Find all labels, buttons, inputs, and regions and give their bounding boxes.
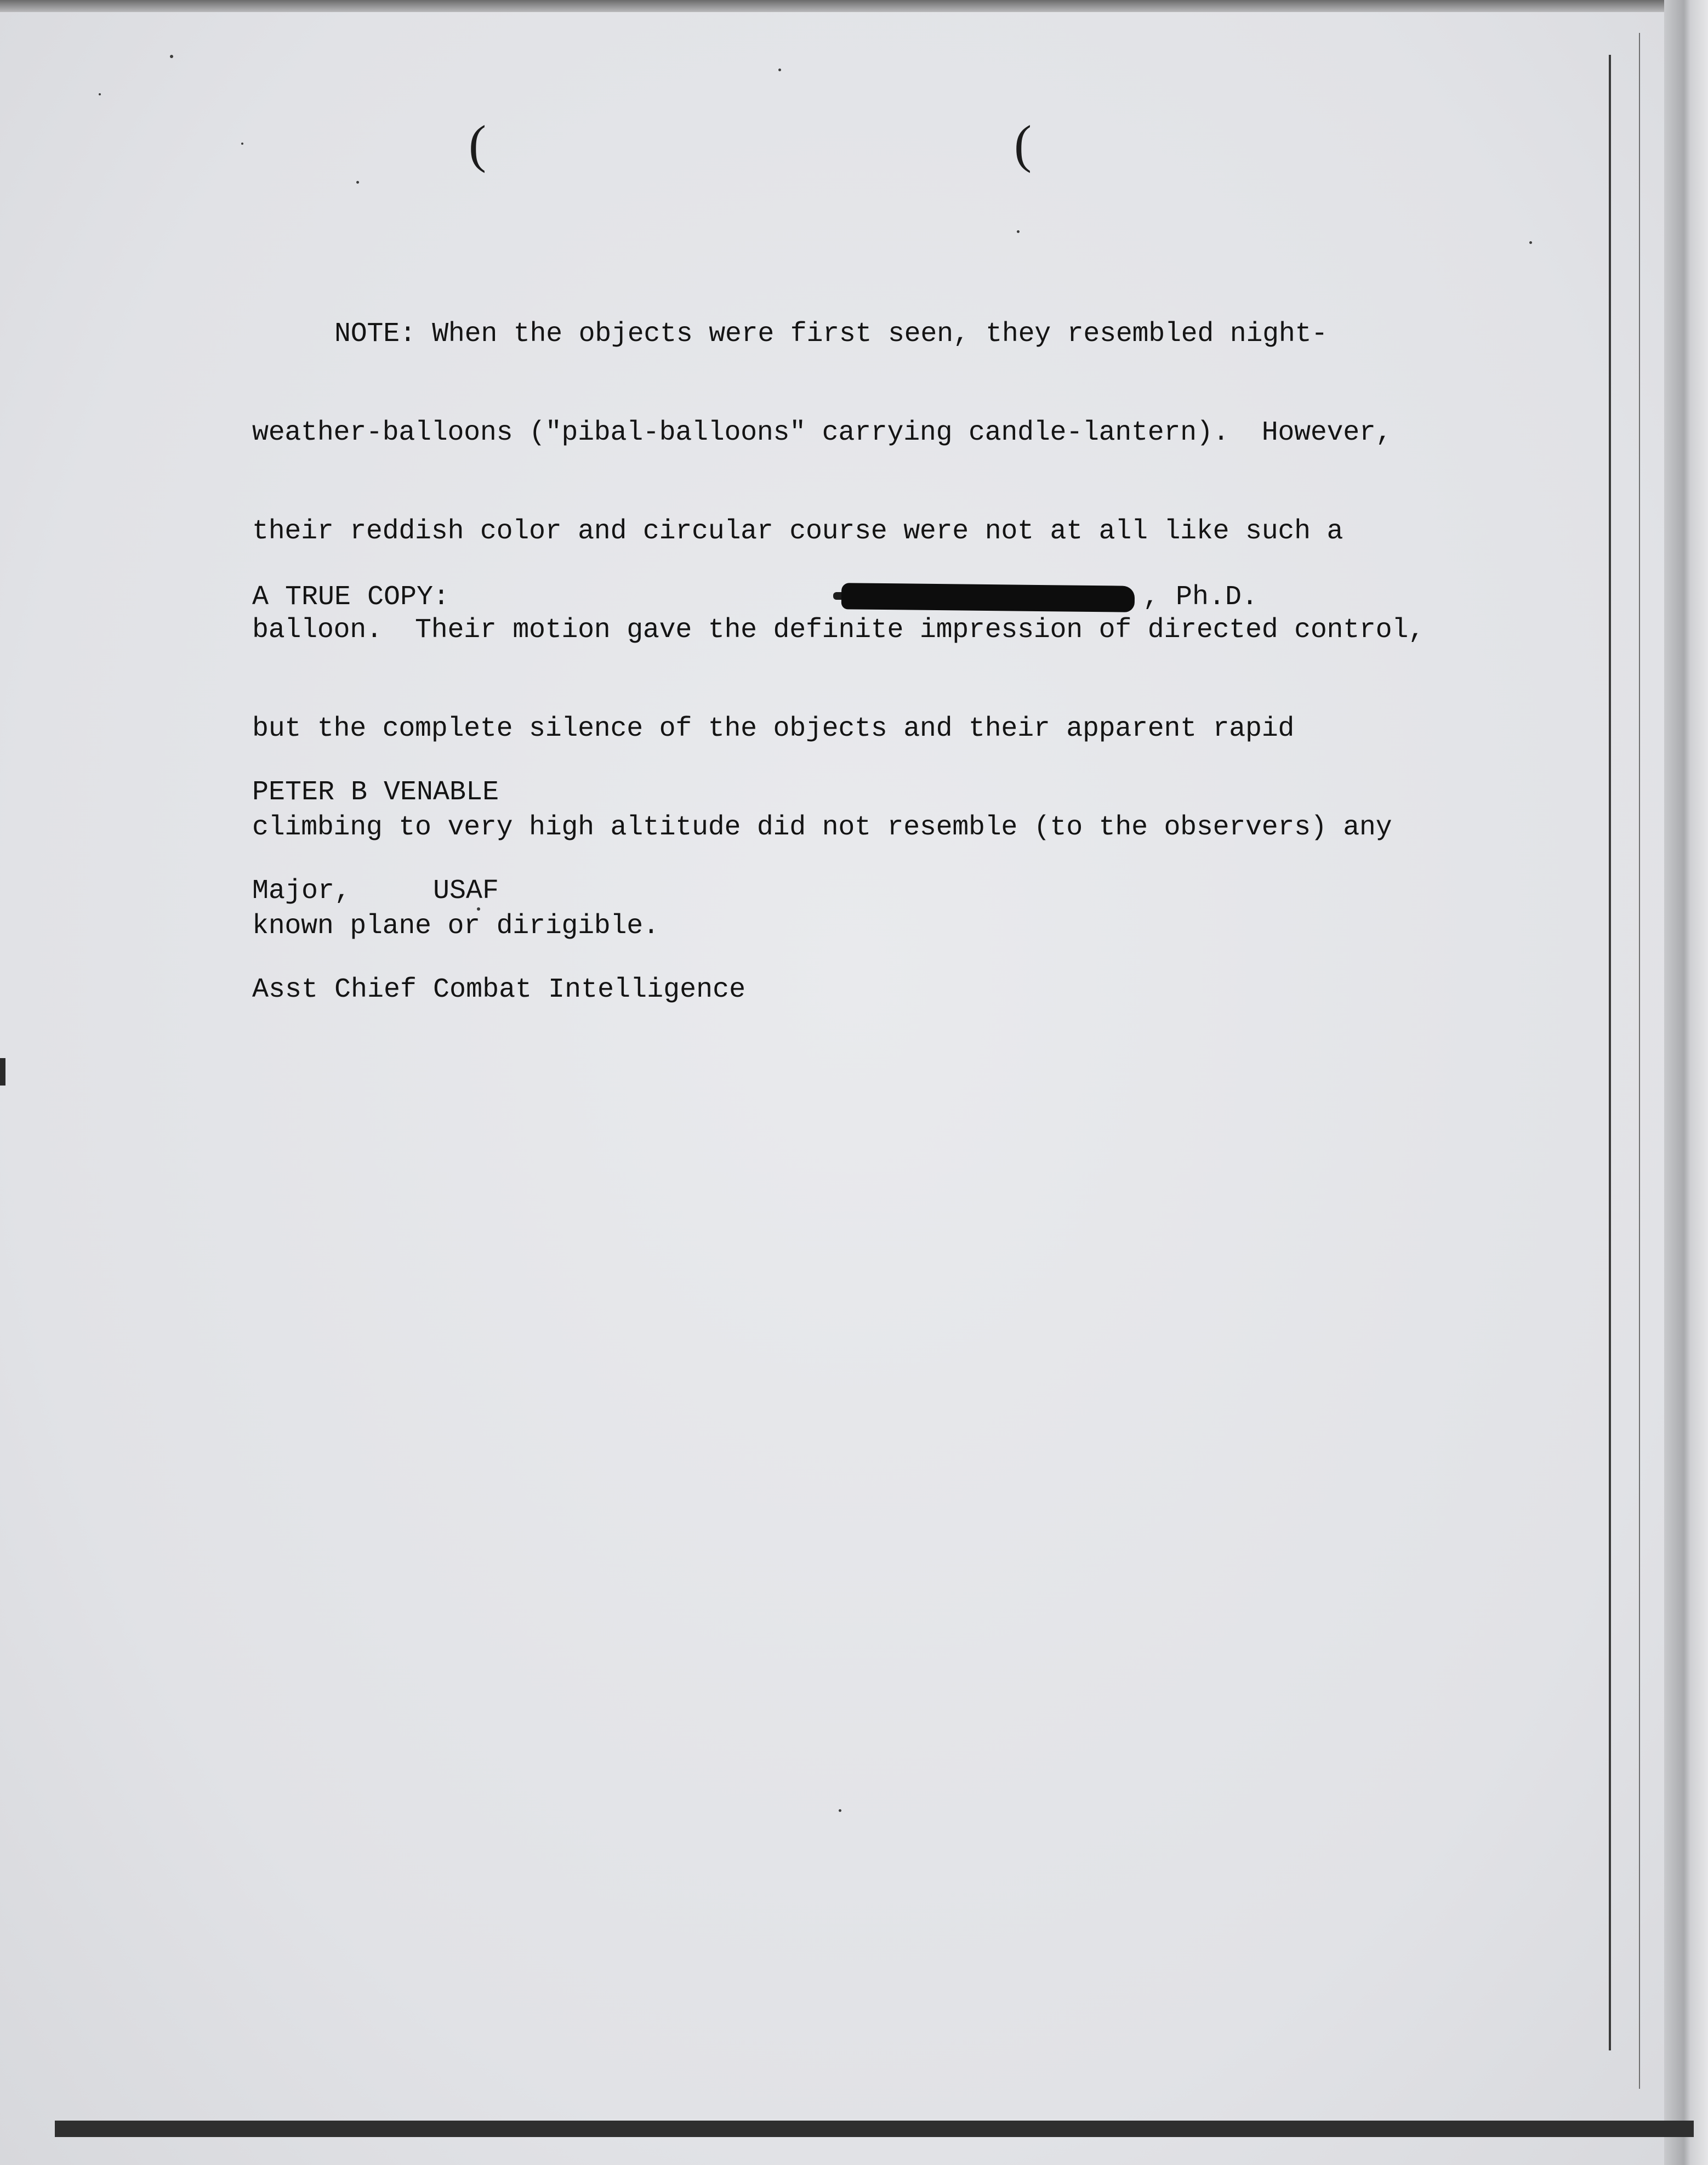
note-line: balloon. Their motion gave the definite impression of directed control, [252, 615, 1425, 646]
scan-border-right [1664, 0, 1708, 2165]
scan-border-top [0, 0, 1708, 12]
margin-paren-left: ( [469, 115, 486, 173]
signer-rank: Major, [252, 876, 351, 907]
page-edge-line [1609, 55, 1611, 2050]
margin-paren-right: ( [1014, 115, 1032, 173]
signer-title: Asst Chief Combat Intelligence [252, 974, 746, 1005]
scan-left-mark [0, 1058, 5, 1086]
note-line: climbing to very high altitude did not resemble (to the observers) any [252, 812, 1392, 843]
redaction-bar [841, 583, 1135, 612]
scan-border-bottom-band [55, 2121, 1694, 2137]
scan-speck [356, 181, 359, 184]
degree-suffix: , Ph.D. [1143, 582, 1259, 613]
signature-block [252, 711, 745, 1039]
scan-speck [839, 1809, 841, 1812]
note-line: weather-balloons ("pibal-balloons" carrying candle-lantern). However, [252, 417, 1392, 448]
scan-speck [1017, 230, 1020, 233]
note-line: known plane or dirigible. [252, 911, 659, 942]
signer-service: USAF [433, 876, 499, 907]
signer-name: PETER B VENABLE [252, 777, 499, 808]
true-copy-label: A TRUE COPY: [252, 582, 450, 613]
page-edge-line-outer [1639, 33, 1640, 2089]
note-line: their reddish color and circular course were not at all like such a [252, 516, 1343, 547]
note-line: NOTE: When the objects were first seen, they resembled night- [334, 319, 1328, 350]
scan-speck [99, 93, 101, 95]
note-line: but the complete silence of the objects and their apparent rapid [252, 713, 1295, 745]
signer-rank-line [252, 875, 745, 908]
scan-speck [170, 55, 173, 58]
scan-speck [241, 143, 243, 145]
scan-speck [1529, 241, 1532, 244]
scan-speck [778, 69, 781, 71]
